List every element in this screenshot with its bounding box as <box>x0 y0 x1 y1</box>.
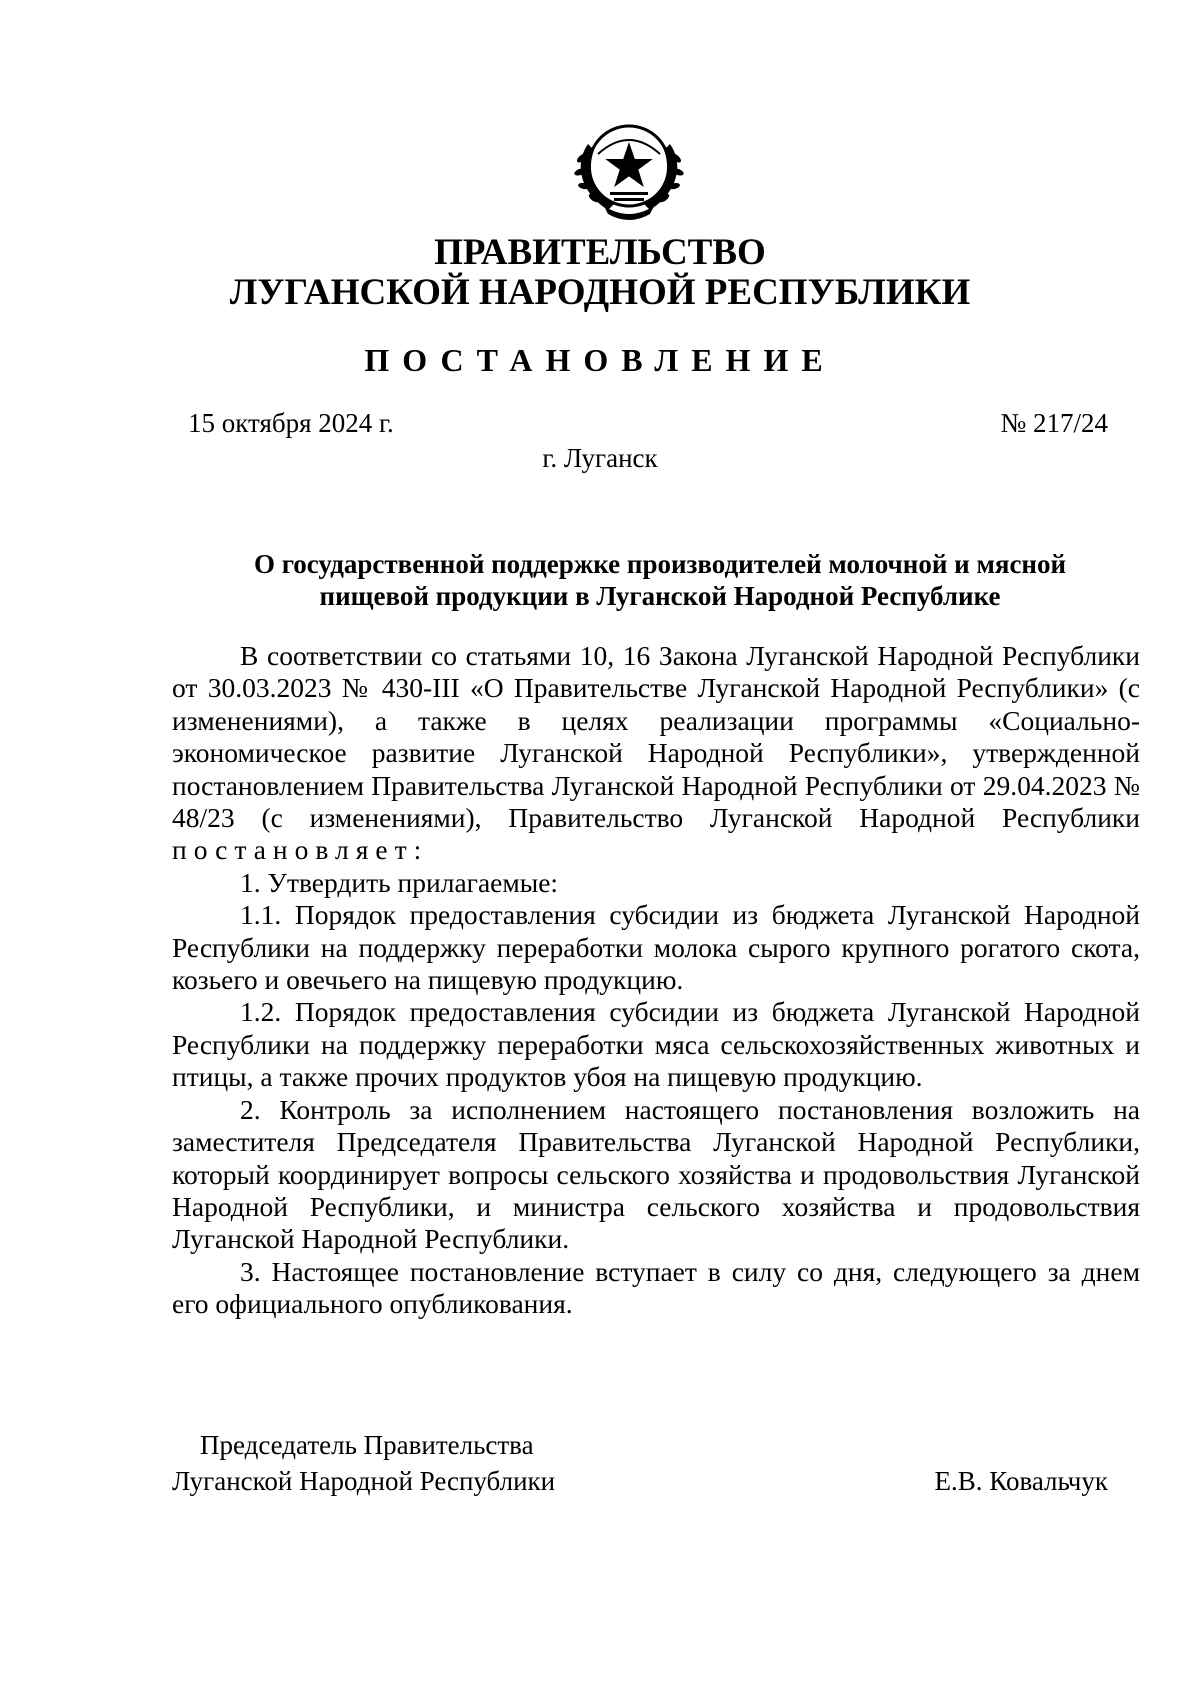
signer-title-line1: Председатель Правительства <box>200 1430 534 1460</box>
item-1: 1. Утвердить прилагаемые: <box>240 866 559 898</box>
document-body <box>172 640 1140 1321</box>
coat-of-arms-emblem-icon <box>568 114 690 224</box>
document-subject-line2: пищевой продукции в Луганской Народной Республике <box>319 581 1001 611</box>
document-city: г. Луганск <box>542 443 658 473</box>
preamble-paragraph <box>172 640 1140 867</box>
government-title-line1: ПРАВИТЕЛЬСТВО <box>434 232 766 273</box>
item-3: 3. Настоящее постановление вступает в силу со дня, следующего за днем его официального опубликования. <box>172 1255 1140 1320</box>
document-subject-line1: О государственной поддержке производителей молочной и мясной <box>253 549 1067 579</box>
item-2: 2. Контроль за исполнением настоящего постановления возложить на заместителя Председателя Правительства Луганской Народной Республики, который координирует вопросы сельского хозяйства и продовольствия Луганской Народной Республики, и министра сельского хозяйства и продовольствия Луганской Народной Республики. <box>172 1093 1140 1255</box>
item-1-1: 1.1. Порядок предоставления субсидии из бюджета Луганской Народной Республики на поддержку переработки молока сырого крупного рогатого скота, козьего и овечьего на пищевую продукцию. <box>172 899 1140 996</box>
signer-name: Е.В. Ковальчук <box>934 1466 1108 1496</box>
document-date: 15 октября 2024 г. <box>188 408 394 438</box>
decree-colon: : <box>413 834 422 866</box>
item-1-2: 1.2. Порядок предоставления субсидии из бюджета Луганской Народной Республики на поддержку переработки мяса сельскохозяйственных животных и птицы, а также прочих продуктов убоя на пищевую продукцию. <box>172 996 1140 1093</box>
decree-word: постановляет <box>172 834 414 866</box>
signer-title <box>172 1427 555 1499</box>
preamble-text: В соответствии со статьями 10, 16 Закона Луганской Народной Республики от 30.03.2023 № 430-III «О Правительстве Луганской Народной Республики» (с изменениями), а также в целях реализации программы «Социально-экономическое развитие Луганской Народной Республики», утвержденной постановлением Правительства Луганской Народной Республики от 29.04.2023 № 48/23 (с изменениями), Правительство Луганской Народной Республики <box>172 640 1140 834</box>
government-title-line2: ЛУГАНСКОЙ НАРОДНОЙ РЕСПУБЛИКИ <box>229 272 971 313</box>
document-type: ПОСТАНОВЛЕНИЕ <box>364 342 836 378</box>
document-number: № 217/24 <box>1000 408 1108 438</box>
signer-title-line2: Луганской Народной Республики <box>172 1466 556 1496</box>
